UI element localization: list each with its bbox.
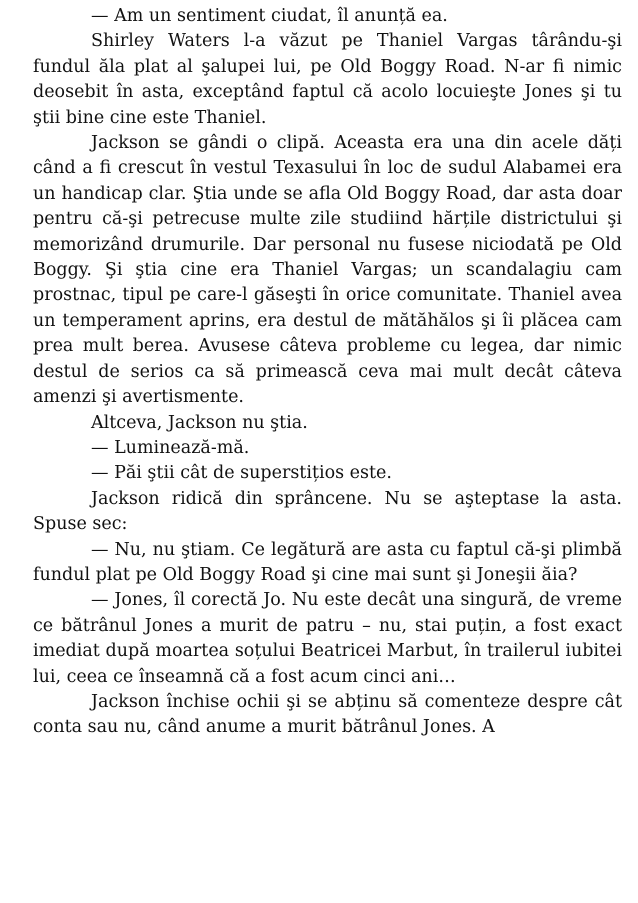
paragraph-6: — Păi ştii cât de superstițios este. <box>91 463 392 484</box>
paragraph-9: — Jones, îl corectă Jo. Nu este decât una singură, de vreme ce bătrânul Jones a murit de patru – nu, stai puțin, a fost exact imediat după moartea soțului Beatricei Marbut, în trailerul iubitei lui, ceea ce înseamnă că a fost acum cinci ani… <box>33 590 622 687</box>
paragraph-7: Jackson ridică din sprâncene. Nu se aşteptase la asta. Spuse sec: <box>33 488 622 535</box>
paragraph-3: Jackson se gândi o clipă. Aceasta era una din acele dăți când a fi crescut în vestul Texasului în loc de sudul Alabamei era un handicap clar. Ştia unde se afla Old Boggy Road, dar asta doar pentru că-şi petrecuse multe zile studiind hărțile districtului şi memorizând drumurile. Dar personal nu fusese niciodată pe Old Boggy. Şi ştia cine era Thaniel Vargas; un scandalagiu cam prostnac, tipul pe care-l găseşti în orice comunitate. Thaniel avea un temperament aprins, era destul de mătăhălos şi îi plăcea cam prea mult berea. Avusese câteva probleme cu legea, dar nimic destul de serios ca să primească ceva mai mult decât câteva amenzi şi avertismente. <box>33 133 622 408</box>
paragraph-10: Jackson închise ochii şi se abținu să comenteze despre cât conta sau nu, când anume a murit bătrânul Jones. A <box>33 691 622 738</box>
paragraph-5: — Luminează-mă. <box>91 437 250 458</box>
paragraph-1: — Am un sentiment ciudat, îl anunță ea. <box>91 6 448 26</box>
paragraph-4: Altceva, Jackson nu ştia. <box>91 412 308 433</box>
paragraph-8: — Nu, nu ştiam. Ce legătură are asta cu faptul că-şi plimbă fundul plat pe Old Boggy Road şi cine mai sunt şi Joneşii ăia? <box>33 539 622 585</box>
paragraph-2: Shirley Waters l-a văzut pe Thaniel Vargas târându-şi fundul ăla plat al şalupei lui, pe Old Boggy Road. N-ar fi nimic deosebit în asta, exceptând faptul că acolo locuieşte Jones şi tu ştii bine cine este Thaniel. <box>33 31 622 128</box>
